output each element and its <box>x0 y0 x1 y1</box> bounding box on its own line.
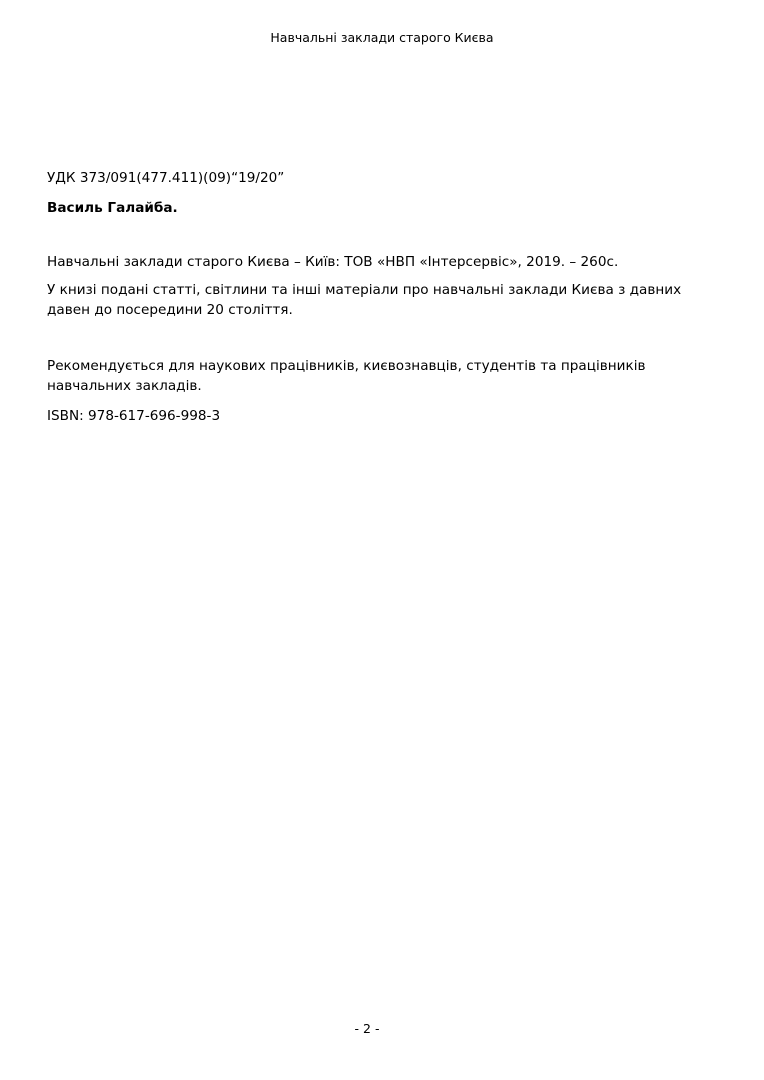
udk-code: УДК 373/091(477.411)(09)“19/20” <box>47 170 285 186</box>
isbn: ISBN: 978-617-696-998-3 <box>47 408 221 424</box>
author-name: Василь Галайба. <box>47 200 178 216</box>
audience-recommendation: Рекомендується для наукових працівників, києвознавців, студентів та працівників навчальних закладів. <box>47 358 646 394</box>
imprint-block <box>47 168 707 426</box>
page-number: - 2 - <box>354 1021 380 1036</box>
bibliographic-citation: Навчальні заклади старого Києва – Київ: ТОВ «НВП «Інтерсервіс», 2019. – 260с. <box>47 254 619 270</box>
book-description: У книзі подані статті, світлини та інші матеріали про навчальні заклади Києва з давних давен до посередини 20 століття. <box>47 282 682 318</box>
running-header: Навчальні заклади старого Києва <box>270 30 494 45</box>
